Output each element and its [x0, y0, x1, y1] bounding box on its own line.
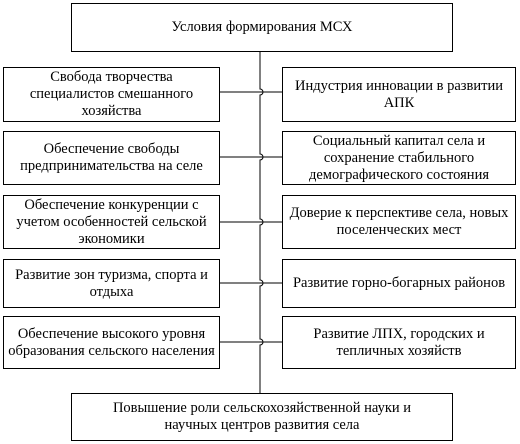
left-box-1: Свобода творчества специалистов смешанного хозяйства: [3, 67, 220, 122]
left-box-5: Обеспечение высокого уровня образования сельского населения: [3, 316, 220, 369]
right-box-2: Социальный капитал села и сохранение стабильного демографического состояния: [282, 131, 516, 185]
bottom-box: Повышение роли сельскохозяйственной науки и научных центров развития села: [71, 393, 453, 441]
left-box-2: Обеспечение свободы предпринимательства на селе: [3, 131, 220, 185]
left-box-3: Обеспечение конкуренции с учетом особенностей сельской экономики: [3, 195, 220, 249]
left-box-4: Развитие зон туризма, спорта и отдыха: [3, 259, 220, 308]
right-box-3: Доверие к перспективе села, новых поселенческих мест: [282, 195, 516, 249]
right-box-5: Развитие ЛПХ, городских и тепличных хозяйств: [282, 316, 516, 369]
right-box-1: Индустрия инновации в развитии АПК: [282, 67, 516, 122]
right-box-4: Развитие горно-богарных районов: [282, 259, 516, 308]
top-box: Условия формирования МСХ: [71, 3, 453, 52]
